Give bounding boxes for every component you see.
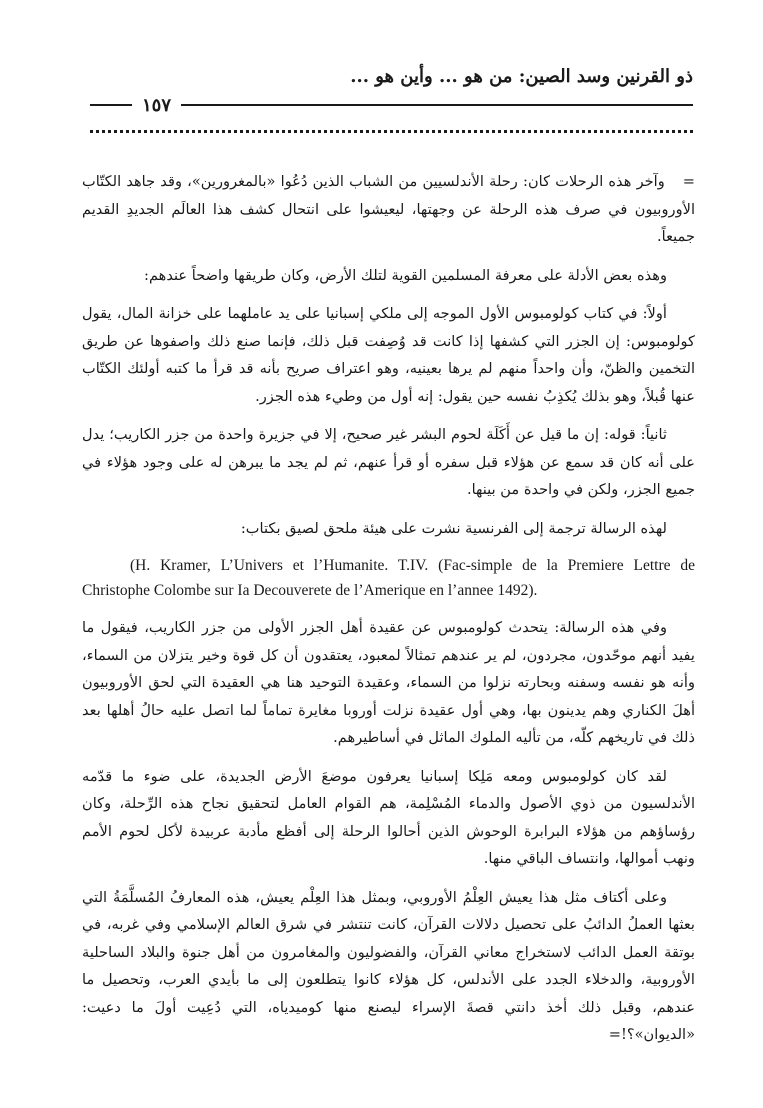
paragraph: وفي هذه الرسالة: يتحدث كولومبوس عن عقيدة أهل الجزر الأولى من جزر الكاريب، فيقول ما يفيد أنهم موحّدون، مجردون، لم ير عندهم تمثالاً لمعبود، يعتقدون أن كل قوة وخير يتزلان من السماء، وأنه هو نفسه وسفنه وبحارته نزلوا من السماء، وعقيدة التوحيد هنا هي العقيدة التي لحق الأوروبيون أهلَ الكناري وهم يدينون بها، وهي أول عقيدة نزلت أوروبا مغايرة تماماً لما اتصل عليه حالُ أهلها بعد ذلك في تاريخهم كلّه، من تأليه الملوك الماثل في أساطيرهم. bbox=[82, 619, 695, 746]
paragraph: ثانياً: قوله: إن ما قيل عن أَكَلَة لحوم البشر غير صحيح، إلا في جزيرة واحدة من جزر الكاريب؛ يدل على أنه كان قد سمع عن هؤلاء قبل سفره أو قرأ عنهم، ثم لم يجد ما يبرهن له على وجود هؤلاء في جميع الجزر، ولكن في واحدة من بينها. bbox=[82, 426, 695, 498]
dotted-divider bbox=[90, 130, 693, 133]
folio-rule-left bbox=[90, 104, 132, 106]
paragraph: لقد كان كولومبوس ومعه مَلِكا إسبانيا يعرفون موضعَ الأرض الجديدة، على ضوء ما قدّمه الأندلسيون من ذوي الأصول والدماء المُسْلِمة، هم القوام العامل لتحقيق نجاح هذه الرِّحلة، وكان رؤساؤهم من هؤلاء البرابرة الوحوش الذين أحالوا الرحلة إلى أفظع مأدبة عربيدة لأكل لحوم الأمم ونهب أموالها، وانتساف الباقي منها. bbox=[82, 767, 695, 867]
page-number: ١٥٧ bbox=[142, 94, 172, 116]
page-body bbox=[82, 168, 695, 1060]
paragraph: أولاً: في كتاب كولومبوس الأول الموجه إلى ملكي إسبانيا على يد عاملهما على خزانة المال، يقول كولومبوس: إن الجزر التي كشفها إذا كانت قد وُصِفت قبل ذلك، فإنما صنع ذلك واصفوها عن طريق التخمين والظنّ، وأن واحداً منهم لم يرها بعينيه، وهو اعتراف صريح بأنه قد قرأ ما كتبه أولئك الكتّاب عنها قُبلاً، وهو بذلك يُكذِبُ نفسه حين يقول: إنه أول من وطيء هذه الجزر. bbox=[82, 305, 695, 405]
footnote-continuation-marker: = bbox=[682, 173, 695, 190]
paragraph: وهذه بعض الأدلة على معرفة المسلمين القوية لتلك الأرض، وكان طريقها واضحاً عندهم: bbox=[144, 266, 667, 284]
folio-rule-right bbox=[181, 104, 693, 106]
running-title: ذو القرنين وسد الصين: من هو ... وأين هو ... bbox=[350, 66, 693, 87]
paragraph-continuation bbox=[82, 168, 695, 251]
paragraph: لهذه الرسالة ترجمة إلى الفرنسية نشرت على هيئة ملحق لصيق بكتاب: bbox=[240, 519, 667, 537]
latin-citation: (H. Kramer, L’Univers et l’Humanite. T.IV. (Fac-simple de la Premiere Lettre de Christophe Colombe sur Ia Decouverete de l’Amerique en l’annee 1492). bbox=[82, 557, 695, 599]
paragraph: وعلى أكتاف مثل هذا يعيش العِلْمُ الأوروبي، وبمثل هذا العِلْم يعيش، هذه المعارفُ المُسلَّمَةُ التي بعثها العملُ الدائبُ على تحصيل دلالات القرآن، كانت تنتشر في شرق العالم الإسلامي وفي غربه، في بوتقة العمل الدائب لاستخراج معاني القرآن، والفضوليون والمغامرون من أهل جنوة والبلاد الساحلية الأوروبية، والدخلاء الجدد على الأندلس، كل هؤلاء كانوا يتطلعون إلى ما بأيدي العرب، وتحصيل ما عندهم، وقبل ذلك أخذ دانتي قصةَ الإسراء ليصنع منها كوميدياه، التي دُعِيت أولَ ما دعيت: «الديوان»؟!= bbox=[82, 888, 695, 1043]
folio-row bbox=[90, 92, 693, 118]
paragraph-text: وآخر هذه الرحلات كان: رحلة الأندلسيين من الشباب الذين دُعُوا «بالمغرورين»، وقد جاهد الكتّاب الأوروبيون في صرف هذه الرحلة عن وجهتها، ليعيشوا على انتحال كشف هذا العالَم الجديدِ القديم جميعاً. bbox=[82, 173, 695, 245]
